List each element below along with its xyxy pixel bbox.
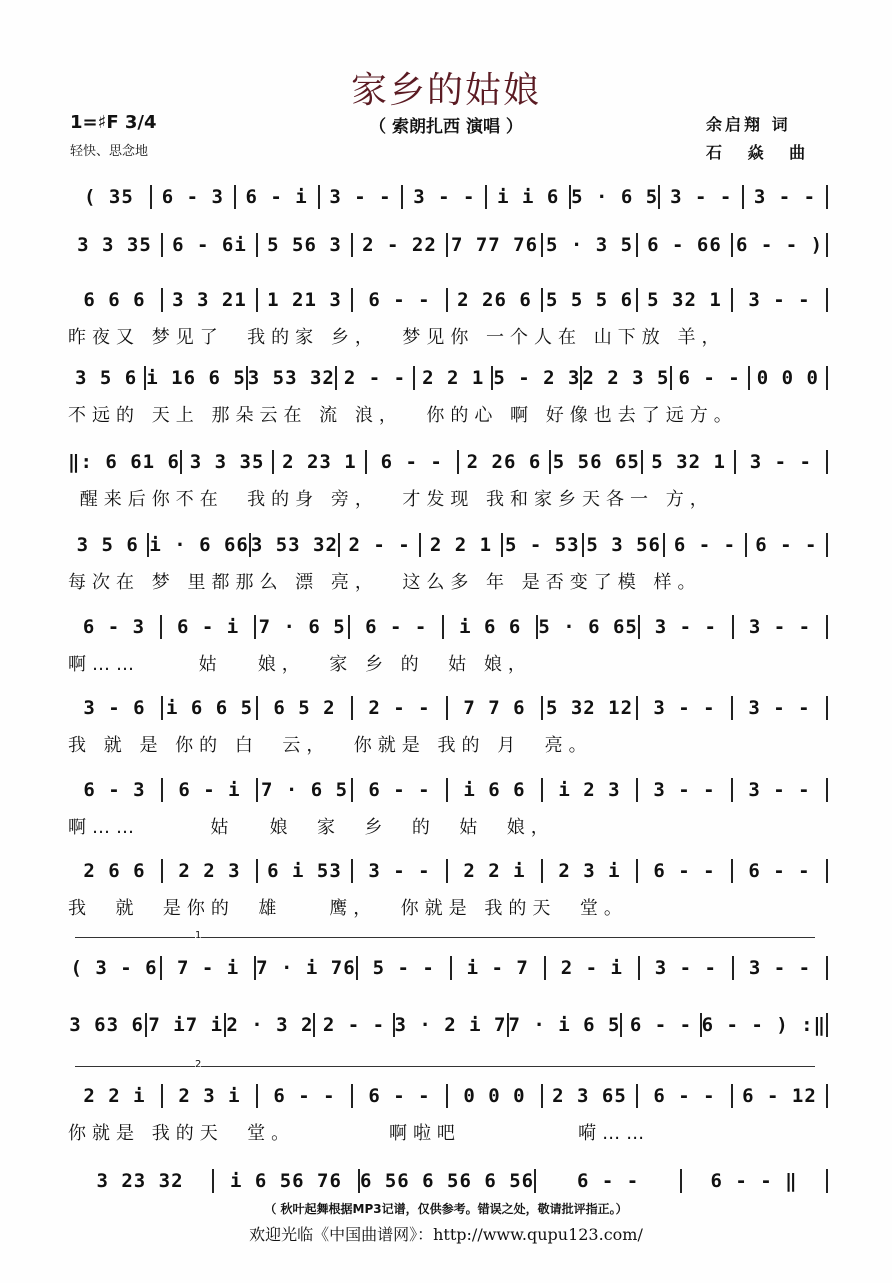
measure: 5 32 1 <box>647 289 722 311</box>
measure: 7 · i 76 <box>256 957 356 979</box>
measure: 6 - - <box>653 1085 716 1107</box>
measure: 5 - - <box>372 957 435 979</box>
measure: 2 - 22 <box>362 234 437 256</box>
measure: 2 2 3 <box>178 860 241 882</box>
measure: 5 5 5 6 <box>545 289 634 311</box>
measure: 6 6 6 <box>83 289 146 311</box>
singer: （ 索朗扎西 演唱 ） <box>369 117 523 137</box>
staff-row <box>68 1010 828 1040</box>
measure: ‖: 6 61 6 <box>68 451 180 473</box>
measure: 2 2 1 <box>429 534 493 556</box>
measure: 6 - 12 <box>742 1085 817 1107</box>
measure: 7 - i <box>176 957 240 979</box>
lyrics-line: 不远的 天上 那朵云在 流 浪， 你的心 啊 好像也去了远方。 <box>68 405 738 426</box>
measure: i 6 6 <box>459 616 522 638</box>
measure: 2 3 65 <box>552 1085 627 1107</box>
measure: 3 5 6 <box>75 367 138 389</box>
measure: 2 3 i <box>178 1085 241 1107</box>
measure: 7 7 6 <box>463 697 526 719</box>
measure: 2 2 i <box>463 860 526 882</box>
volta-2 <box>75 1059 815 1070</box>
staff-row <box>68 1081 828 1145</box>
measure: 5 · 6 5 <box>571 186 659 208</box>
measure: 5 32 1 <box>651 451 726 473</box>
bar-line <box>826 778 828 802</box>
lyricist: 余启翔 词 <box>706 115 791 134</box>
measure: 3 - - <box>329 186 392 208</box>
bar-line <box>826 696 828 720</box>
staff-row <box>68 953 828 983</box>
measure: 2 26 6 <box>466 451 542 473</box>
composer: 石 焱 曲 <box>706 143 816 162</box>
lyrics-line: 我 就 是你的 雄 鹰， 你就是 我的天 堂。 <box>68 898 628 919</box>
measure: 2 - - <box>343 367 407 389</box>
measure: 2 2 i <box>83 1085 146 1107</box>
measure: 2 2 3 5 <box>582 367 670 389</box>
measure: 5 · 3 5 <box>545 234 634 256</box>
notes-line <box>68 285 828 315</box>
measure: 6 56 6 56 6 56 <box>359 1170 535 1192</box>
measure: 3 - - <box>368 860 431 882</box>
measure: 3 3 21 <box>172 289 247 311</box>
measure: i 6 6 5 <box>165 697 254 719</box>
measure: 6 - 66 <box>647 234 722 256</box>
measure: 2 - i <box>560 957 623 979</box>
measure: 5 · 6 65 <box>538 616 638 638</box>
measure: 0 0 0 <box>756 367 819 389</box>
staff-row <box>68 363 828 427</box>
measure: 3 - - <box>748 289 811 311</box>
measure: 3 53 32 <box>247 367 335 389</box>
measure: 3 53 32 <box>250 534 338 556</box>
notes-line <box>68 856 828 886</box>
measure: 3 - - <box>748 957 812 979</box>
measure: 7 i7 i <box>148 1014 224 1036</box>
measure: 6 i 53 <box>267 860 342 882</box>
measure: 6 - - <box>755 534 818 556</box>
measure: 6 - - <box>365 616 428 638</box>
measure: i i 6 <box>497 186 560 208</box>
measure: 3 · 2 i 7 <box>394 1014 507 1036</box>
bar-line <box>826 288 828 312</box>
staff-row <box>68 530 828 594</box>
notes-line <box>68 693 828 723</box>
bar-line <box>826 859 828 883</box>
bar-line <box>826 233 828 257</box>
staff-row <box>68 182 828 212</box>
measure: 3 - - <box>749 451 812 473</box>
measure: 6 - - <box>368 779 431 801</box>
measure: 6 - i <box>178 779 241 801</box>
measure: 6 - - <box>368 1085 431 1107</box>
notes-line <box>68 1166 828 1196</box>
lyrics-line: 啊…… 姑 娘 家 乡 的 姑 娘， <box>68 817 555 838</box>
measure: 3 - - <box>670 186 733 208</box>
notes-line <box>68 182 828 212</box>
measure: i 2 3 <box>558 779 621 801</box>
measure: 6 - 3 <box>161 186 224 208</box>
measure: 6 - - ‖ <box>710 1170 798 1192</box>
notes-line <box>68 775 828 805</box>
measure: 3 3 35 <box>189 451 265 473</box>
measure: 3 - 6 <box>83 697 146 719</box>
measure: 3 - - <box>654 616 717 638</box>
measure: 5 56 65 <box>552 451 640 473</box>
measure: 6 - i <box>245 186 308 208</box>
staff-row <box>68 1166 828 1196</box>
staff-row <box>68 693 828 757</box>
measure: 1 21 3 <box>267 289 342 311</box>
measure: 3 - - <box>748 779 811 801</box>
measure: 2 - - <box>348 534 411 556</box>
volta-label: 1 <box>195 930 202 941</box>
measure: i - 7 <box>466 957 529 979</box>
measure: 5 - 53 <box>504 534 580 556</box>
measure: 6 - - <box>576 1170 640 1192</box>
measure: ( 3 - 6 <box>70 957 158 979</box>
measure: i 16 6 5 <box>146 367 246 389</box>
staff-row <box>68 775 828 839</box>
bar-line <box>826 956 828 980</box>
measure: 5 3 56 <box>586 534 661 556</box>
lyrics-line: 每次在 梦 里都那么 漂 亮， 这么多 年 是否变了模 样。 <box>68 572 702 593</box>
measure: 2 3 i <box>558 860 621 882</box>
notes-line <box>68 363 828 393</box>
volta-1 <box>75 930 815 941</box>
notes-line <box>68 1081 828 1111</box>
measure: 3 63 6 <box>69 1014 144 1036</box>
measure: 6 - - <box>380 451 443 473</box>
notes-line <box>68 447 828 477</box>
bar-line <box>826 185 828 209</box>
bar-line <box>826 615 828 639</box>
measure: 6 5 2 <box>273 697 336 719</box>
staff-row <box>68 285 828 349</box>
measure: 3 - - <box>653 779 716 801</box>
measure: 6 - - <box>653 860 716 882</box>
transcriber-note: （ 秋叶起舞根据MP3记谱，仅供参考。错误之处，敬请批评指正。） <box>264 1202 628 1216</box>
staff-row <box>68 230 828 260</box>
measure: 0 0 0 <box>463 1085 526 1107</box>
measure: ( 35 <box>84 186 134 208</box>
staff-row <box>68 612 828 676</box>
tempo-marking: 轻快、思念地 <box>70 144 149 159</box>
measure: 6 - - <box>678 367 741 389</box>
measure: 6 - 3 <box>83 779 146 801</box>
staff-row <box>68 447 828 511</box>
measure: 3 - - <box>753 186 817 208</box>
measure: 3 3 35 <box>77 234 152 256</box>
measure: 7 · 6 5 <box>258 616 346 638</box>
measure: 6 - - <box>368 289 431 311</box>
bar-line <box>826 1084 828 1108</box>
measure: 6 - - <box>273 1085 336 1107</box>
lyrics-line: 醒来后你不在 我的身 旁， 才发现 我和家乡天各一 方， <box>68 489 714 510</box>
measure: 3 23 32 <box>96 1170 184 1192</box>
measure: 3 - - <box>653 697 716 719</box>
measure: 5 56 3 <box>267 234 342 256</box>
notes-line <box>68 530 828 560</box>
measure: 6 - - <box>748 860 811 882</box>
measure: 6 - - ) :‖ <box>701 1014 826 1036</box>
key-signature: 1=♯F 3/4 <box>70 112 157 133</box>
measure: 2 · 3 2 <box>226 1014 314 1036</box>
measure: 5 - 2 3 <box>493 367 581 389</box>
site-credit: 欢迎光临《中国曲谱网》：http://www.qupu123.com/ <box>249 1225 643 1244</box>
notes-line <box>68 230 828 260</box>
lyrics-line: 你就是 我的天 堂。 啊啦吧 嗬…… <box>68 1123 651 1144</box>
bar-line <box>826 1013 828 1037</box>
lyrics-line: 我 就 是 你的 白 云， 你就是 我的 月 亮。 <box>68 735 593 756</box>
staff-row <box>68 856 828 920</box>
song-title: 家乡的姑娘 <box>350 70 541 111</box>
measure: 6 - i <box>176 616 240 638</box>
bar-line <box>826 1169 828 1193</box>
measure: 7 · 6 5 <box>260 779 349 801</box>
volta-label: 2 <box>195 1059 202 1070</box>
measure: 2 - - <box>368 697 431 719</box>
measure: 2 23 1 <box>282 451 357 473</box>
measure: 3 - - <box>748 697 811 719</box>
measure: 2 2 1 <box>422 367 485 389</box>
bar-line <box>826 450 828 474</box>
bar-line <box>826 533 828 557</box>
measure: 6 - - <box>673 534 737 556</box>
lyrics-line: 昨夜又 梦见了 我的家 乡， 梦见你 一个人在 山下放 羊， <box>68 327 726 348</box>
lyrics-line: 啊…… 姑 娘， 家 乡 的 姑 娘， <box>68 654 532 675</box>
notes-line <box>68 1010 828 1040</box>
measure: i · 6 66 <box>149 534 249 556</box>
measure: i 6 56 76 <box>229 1170 342 1192</box>
measure: 7 · i 6 5 <box>508 1014 621 1036</box>
measure: 6 - 3 <box>82 616 146 638</box>
measure: 2 - - <box>322 1014 386 1036</box>
bar-line <box>826 366 828 390</box>
measure: 6 - - ) <box>735 234 824 256</box>
measure: 6 - - <box>629 1014 693 1036</box>
measure: 3 - - <box>654 957 717 979</box>
measure: 3 - - <box>413 186 476 208</box>
measure: 3 - - <box>748 616 812 638</box>
measure: 6 - 6i <box>172 234 247 256</box>
measure: 3 5 6 <box>76 534 139 556</box>
measure: 5 32 12 <box>545 697 634 719</box>
measure: i 6 6 <box>463 779 526 801</box>
notes-line <box>68 953 828 983</box>
measure: 7 77 76 <box>450 234 539 256</box>
measure: 2 6 6 <box>83 860 146 882</box>
measure: 2 26 6 <box>457 289 532 311</box>
notes-line <box>68 612 828 642</box>
